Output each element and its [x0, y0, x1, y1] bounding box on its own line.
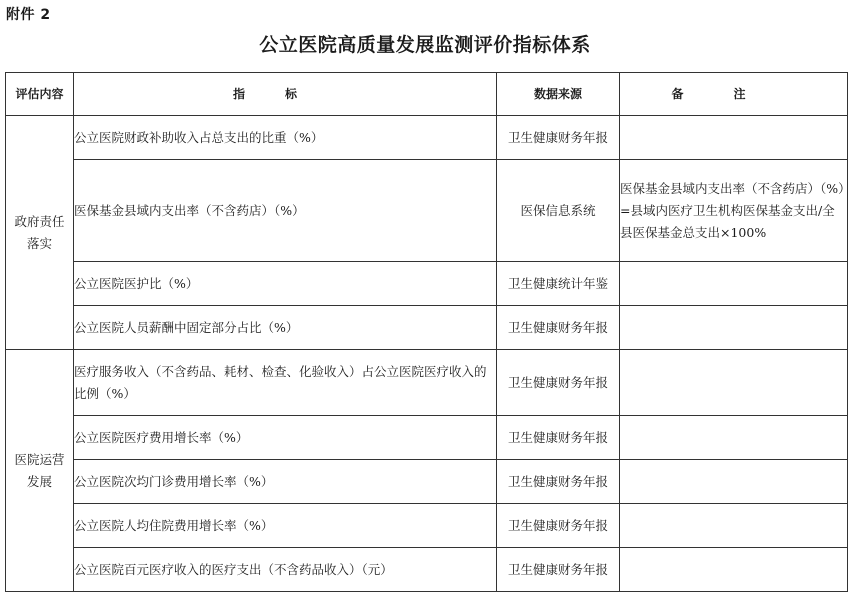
table-row: [6, 416, 848, 460]
indicator-cell: 公立医院财政补助收入占总支出的比重（%）: [74, 116, 497, 160]
source-cell: 卫生健康财务年报: [497, 306, 620, 350]
indicator-cell: 公立医院次均门诊费用增长率（%）: [74, 460, 497, 504]
remarks-cell: 医保基金县域内支出率（不含药店）（%）=县域内医疗卫生机构医保基金支出/全县医保基金总支出×100%: [620, 160, 848, 262]
remarks-cell: [620, 504, 848, 548]
table-row: [6, 350, 848, 416]
table-row: [6, 548, 848, 592]
table-row: [6, 116, 848, 160]
source-cell: 卫生健康财务年报: [497, 504, 620, 548]
indicator-cell: 公立医院人均住院费用增长率（%）: [74, 504, 497, 548]
remarks-cell: [620, 350, 848, 416]
table-row: [6, 306, 848, 350]
document-title: 公立医院高质量发展监测评价指标体系: [259, 34, 591, 56]
table-header-row: [6, 73, 848, 116]
header-category: 评估内容: [6, 73, 74, 116]
header-remarks-label: 备注: [671, 87, 796, 101]
category-cell: [6, 116, 74, 350]
table-row: [6, 262, 848, 306]
indicator-cell: 医保基金县域内支出率（不含药店）（%）: [74, 160, 497, 262]
source-cell: 卫生健康财务年报: [497, 548, 620, 592]
category-label-line1: 政府责任: [14, 213, 65, 229]
remarks-cell: [620, 306, 848, 350]
category-label-line2: 发展: [26, 473, 52, 489]
source-cell: 卫生健康统计年鉴: [497, 262, 620, 306]
header-indicator-label: 指标: [232, 87, 337, 101]
remarks-cell: [620, 548, 848, 592]
source-cell: 卫生健康财务年报: [497, 460, 620, 504]
indicator-cell: 公立医院人员薪酬中固定部分占比（%）: [74, 306, 497, 350]
category-label-line2: 落实: [26, 235, 52, 251]
category-cell: [6, 350, 74, 592]
source-cell: 卫生健康财务年报: [497, 416, 620, 460]
attachment-label: 附件 2: [6, 7, 51, 23]
indicator-cell: 医疗服务收入（不含药品、耗材、检查、化验收入）占公立医院医疗收入的比例（%）: [74, 350, 497, 416]
header-source: 数据来源: [497, 73, 620, 116]
source-cell: 卫生健康财务年报: [497, 350, 620, 416]
remarks-cell: [620, 460, 848, 504]
table-row: [6, 460, 848, 504]
remarks-cell: [620, 416, 848, 460]
category-label-line1: 医院运营: [14, 451, 65, 467]
table-row: [6, 504, 848, 548]
source-cell: 卫生健康财务年报: [497, 116, 620, 160]
indicator-cell: 公立医院医护比（%）: [74, 262, 497, 306]
indicator-cell: 公立医院医疗费用增长率（%）: [74, 416, 497, 460]
remarks-cell: [620, 116, 848, 160]
header-indicator: [74, 73, 497, 116]
header-remarks: [620, 73, 848, 116]
indicator-cell: 公立医院百元医疗收入的医疗支出（不含药品收入）（元）: [74, 548, 497, 592]
indicator-table: [5, 72, 848, 592]
source-cell: 医保信息系统: [497, 160, 620, 262]
table-row: [6, 160, 848, 262]
remarks-cell: [620, 262, 848, 306]
